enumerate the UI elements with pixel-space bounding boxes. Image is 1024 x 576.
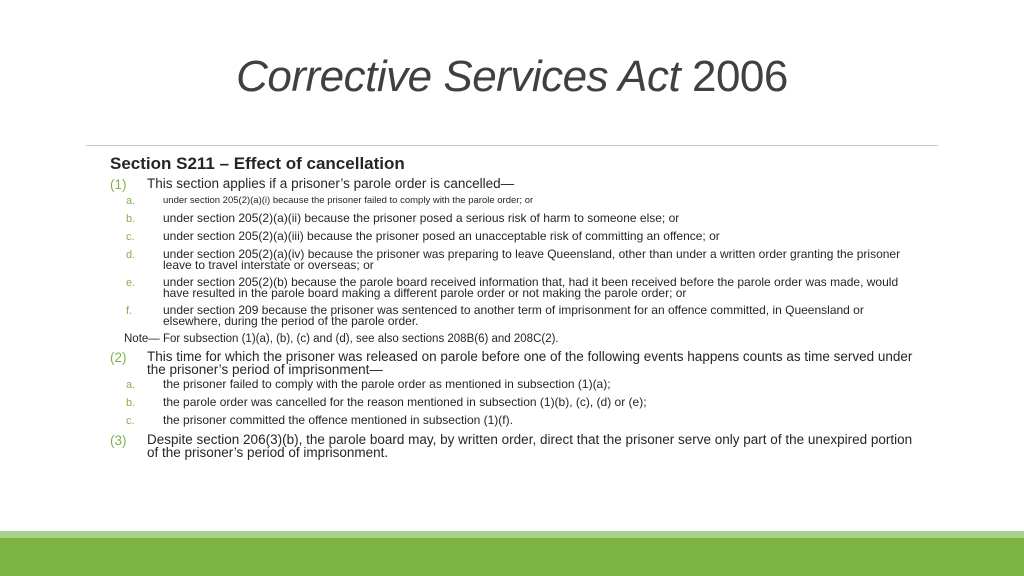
paragraph-letter: f. (126, 305, 133, 317)
paragraph-letter: a. (126, 195, 136, 207)
subsection-text: This time for which the prisoner was released on parole before one of the following events happens counts as time served under the prisoner’s period of imprisonment— (147, 349, 913, 377)
subsection-3 (110, 433, 922, 459)
paragraph-row (110, 397, 922, 409)
paragraph-text: under section 205(2)(a)(iii) because the prisoner posed an unacceptable risk of committing an offence; or (163, 229, 720, 243)
paragraph-text: the prisoner committed the offence mentioned in subsection (1)(f). (163, 413, 513, 427)
paragraph-text: the parole order was cancelled for the reason mentioned in subsection (1)(b), (c), (d) or (e); (163, 395, 647, 409)
paragraph-row (110, 379, 922, 391)
subsection-2 (110, 350, 922, 427)
paragraph-letter: e. (126, 277, 136, 289)
subsection-number: (1) (110, 177, 127, 192)
paragraph-row (110, 249, 922, 271)
paragraph-row (110, 231, 922, 243)
paragraph-text: the prisoner failed to comply with the parole order as mentioned in subsection (1)(a); (163, 377, 611, 391)
subsection-row (110, 433, 922, 459)
paragraph-letter: c. (126, 231, 135, 243)
subsection-row (110, 177, 922, 192)
section-heading: Section S211 – Effect of cancellation (110, 154, 405, 173)
subsection-row (110, 350, 922, 376)
footer-accent-bar-light (0, 531, 1024, 538)
subsection-text: Despite section 206(3)(b), the parole board may, by written order, direct that the prisoner serve only part of the unexpired portion of the prisoner’s period of imprisonment. (147, 432, 913, 460)
subsection-text: This section applies if a prisoner’s parole order is cancelled— (147, 176, 515, 191)
subsection-note: Note— For subsection (1)(a), (b), (c) and (d), see also sections 208B(6) and 208C(2). (124, 333, 559, 345)
title-italic: Corrective Services Act (236, 52, 681, 101)
slide-body (110, 154, 922, 462)
paragraph-text: under section 205(2)(b) because the parole board received information that, had it been received before the parole order was made, would have resulted in the parole board making a different parole order or not making the parole order; or (163, 275, 899, 300)
paragraph-letter: a. (126, 379, 136, 391)
paragraph-row (110, 415, 922, 427)
footer-accent-bar (0, 538, 1024, 576)
title-year: 2006 (691, 52, 788, 101)
paragraph-letter: b. (126, 213, 136, 225)
paragraph-row (110, 277, 922, 299)
title-divider (86, 145, 938, 146)
paragraph-row (110, 213, 922, 225)
paragraph-row (110, 195, 922, 207)
paragraph-text: under section 205(2)(a)(iv) because the prisoner was preparing to leave Queensland, other than under a written order granting the prisoner leave to travel interstate or overseas; or (163, 247, 901, 272)
paragraph-row (110, 305, 922, 327)
paragraph-text: under section 205(2)(a)(ii) because the prisoner posed a serious risk of harm to someone else; or (163, 211, 680, 225)
subsection-number: (2) (110, 350, 127, 365)
paragraph-letter: c. (126, 415, 135, 427)
paragraph-letter: b. (126, 397, 136, 409)
slide-title (0, 52, 1024, 102)
paragraph-letter: d. (126, 249, 136, 261)
paragraph-text: under section 209 because the prisoner was sentenced to another term of imprisonment for an offence committed, in Queensland or elsewhere, during the period of the parole order. (163, 303, 864, 328)
subsection-number: (3) (110, 433, 127, 448)
subsection-1 (110, 177, 922, 345)
paragraph-text: under section 205(2)(a)(i) because the prisoner failed to comply with the parole order; or (163, 195, 534, 206)
